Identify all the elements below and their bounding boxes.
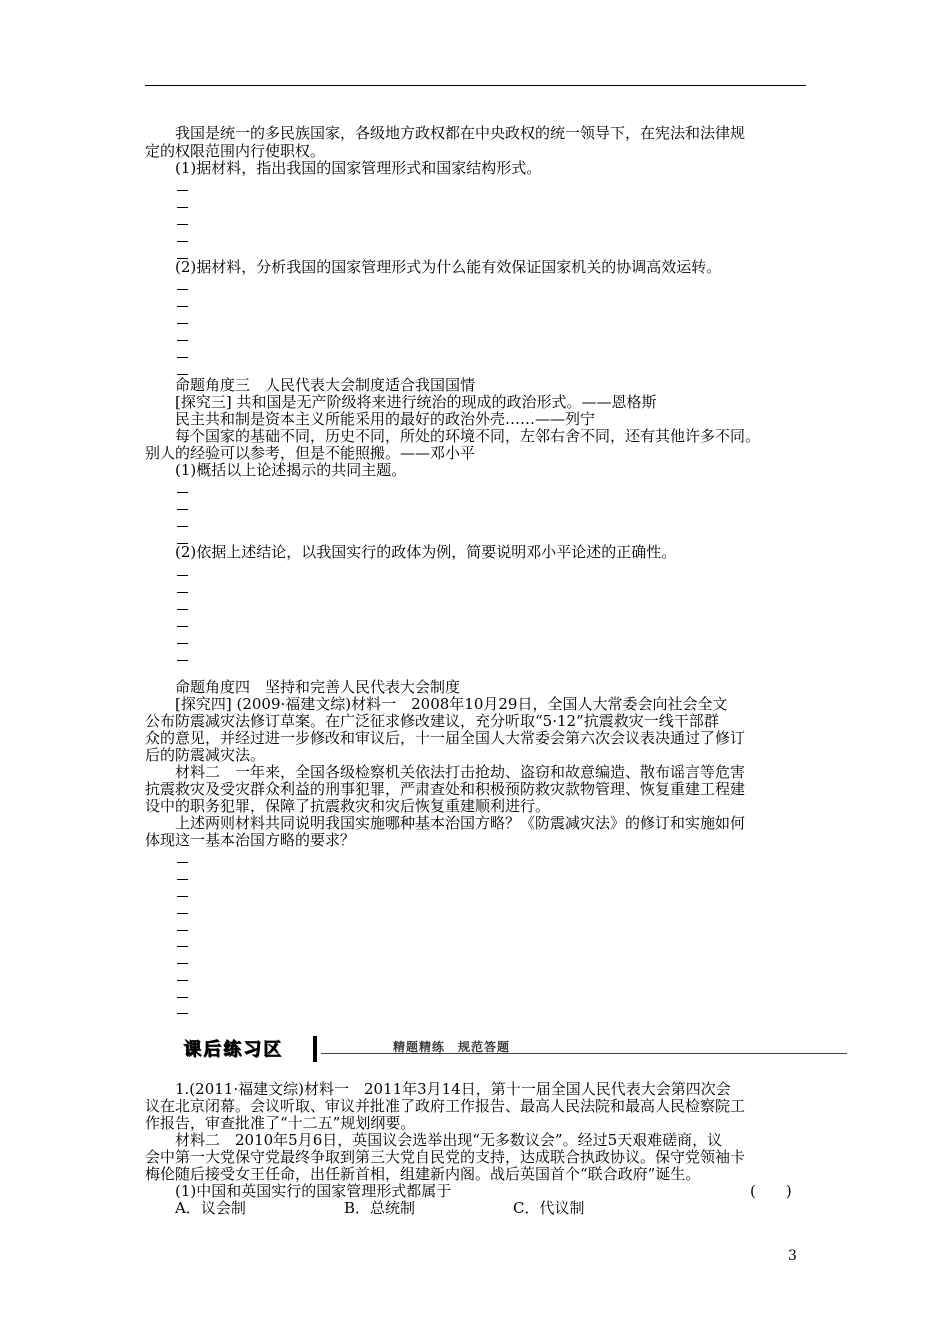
answer-blank — [177, 930, 188, 931]
section-heading: 命题角度三 人民代表大会制度适合我国国情 — [175, 376, 476, 394]
option-c: C．代议制 — [513, 1199, 585, 1217]
text-line: 体现这一基本治国方略的要求？ — [145, 831, 356, 849]
answer-blank — [177, 862, 188, 863]
question: 上述两则材料共同说明我国实施哪种基本治国方略？《防震减灾法》的修订和实施如何 — [175, 814, 746, 832]
text-line: 抗震救灾及受灾群众利益的刑事犯罪，严肃查处和积极预防救灾款物管理、恢复重建工程建 — [145, 780, 746, 798]
text-line: 民主共和制是资本主义所能采用的最好的政治外壳……——列宁 — [175, 410, 596, 428]
text-line: 我国是统一的多民族国家，各级地方政权都在中央政权的统一领导下，在宪法和法律规 — [175, 124, 746, 142]
section-banner — [175, 1036, 847, 1064]
text-line: 作报告，审查批准了“十二五”规划纲要。 — [145, 1114, 416, 1132]
answer-blank — [177, 1013, 188, 1014]
page-number: 3 — [788, 1248, 797, 1264]
section-heading: 命题角度四 坚持和完善人民代表大会制度 — [175, 678, 461, 696]
option-a: A．议会制 — [175, 1199, 246, 1217]
answer-blank — [177, 241, 188, 242]
answer-blank — [177, 224, 188, 225]
answer-blank — [177, 374, 188, 375]
answer-blank — [177, 340, 188, 341]
answer-blank — [177, 879, 188, 880]
text-line: 别人的经验可以参考，但是不能照搬。——邓小平 — [145, 444, 476, 462]
text-line: 每个国家的基础不同，历史不同，所处的环境不同，左邻右舍不同，还有其他许多不同。 — [175, 427, 761, 445]
answer-blank — [177, 357, 188, 358]
banner-divider — [313, 1036, 317, 1062]
header-rule — [145, 85, 806, 86]
question-1: (1)中国和英国实行的国家管理形式都属于 — [175, 1182, 452, 1200]
answer-blank — [177, 289, 188, 290]
answer-blank — [177, 492, 188, 493]
answer-blank — [177, 306, 188, 307]
text-line: 议在北京闭幕。会议听取、审议并批准了政府工作报告、最高人民法院和最高人民检察院工 — [145, 1097, 746, 1115]
answer-blank — [177, 660, 188, 661]
answer-blank — [177, 323, 188, 324]
exercise-1: 1.(2011·福建文综)材料一 2011年3月14日，第十一届全国人民代表大会第四次会 — [175, 1080, 731, 1098]
answer-bracket: ( ) — [750, 1182, 792, 1200]
answer-blank — [177, 207, 188, 208]
answer-blank — [177, 913, 188, 914]
answer-blank — [177, 626, 188, 627]
text-line: 材料二 2010年5月6日，英国议会选举出现“无多数议会”。经过5天艰难磋商，议 — [175, 1131, 723, 1149]
answer-blank — [177, 609, 188, 610]
question-2: (2)依据上述结论，以我国实行的政体为例，简要说明邓小平论述的正确性。 — [175, 543, 677, 561]
inquiry-4: [探究四] (2009·福建文综)材料一 2008年10月29日，全国人大常委会向社会全文 — [175, 695, 728, 713]
text-line: 材料二 一年来，全国各级检察机关依法打击抢劫、盗窃和故意编造、散布谣言等危害 — [175, 763, 746, 781]
banner-title: 课后练习区 — [183, 1038, 309, 1062]
question-2: (2)据材料，分析我国的国家管理形式为什么能有效保证国家机关的协调高效运转。 — [175, 258, 722, 276]
text-line: 众的意见，并经过进一步修改和审议后，十一届全国人大常委会第六次会议表决通过了修订 — [145, 729, 746, 747]
answer-blank — [177, 592, 188, 593]
text-line: 设中的职务犯罪，保障了抗震救灾和灾后恢复重建顺利进行。 — [145, 797, 551, 815]
answer-blank — [177, 946, 188, 947]
question-1: (1)概括以上论述揭示的共同主题。 — [175, 461, 407, 479]
answer-blank — [177, 526, 188, 527]
answer-blank — [177, 643, 188, 644]
answer-blank — [177, 980, 188, 981]
text-line: 公布防震减灾法修订草案。在广泛征求修改建议，充分听取“5·12”抗震救灾一线干部群 — [145, 712, 719, 730]
banner-subtitle: 精题精练 规范答题 — [393, 1040, 511, 1054]
answer-blank — [177, 896, 188, 897]
answer-blank — [177, 575, 188, 576]
answer-blank — [177, 509, 188, 510]
answer-blank — [177, 997, 188, 998]
inquiry-3: [探究三] 共和国是无产阶级将来进行统治的现成的政治形式。——恩格斯 — [175, 393, 657, 411]
answer-blank — [177, 963, 188, 964]
text-line: 会中第一大党保守党最终争取到第三大党自民党的支持，达成联合执政协议。保守党领袖卡 — [145, 1148, 746, 1166]
question-1: (1)据材料，指出我国的国家管理形式和国家结构形式。 — [175, 159, 542, 177]
answer-blank — [177, 190, 188, 191]
text-line: 梅伦随后接受女王任命，出任新首相，组建新内阁。战后英国首个“联合政府”诞生。 — [145, 1165, 701, 1183]
text-line: 后的防震减灾法。 — [145, 746, 266, 764]
option-b: B．总统制 — [344, 1199, 416, 1217]
text-line: 定的权限范围内行使职权。 — [145, 142, 326, 160]
